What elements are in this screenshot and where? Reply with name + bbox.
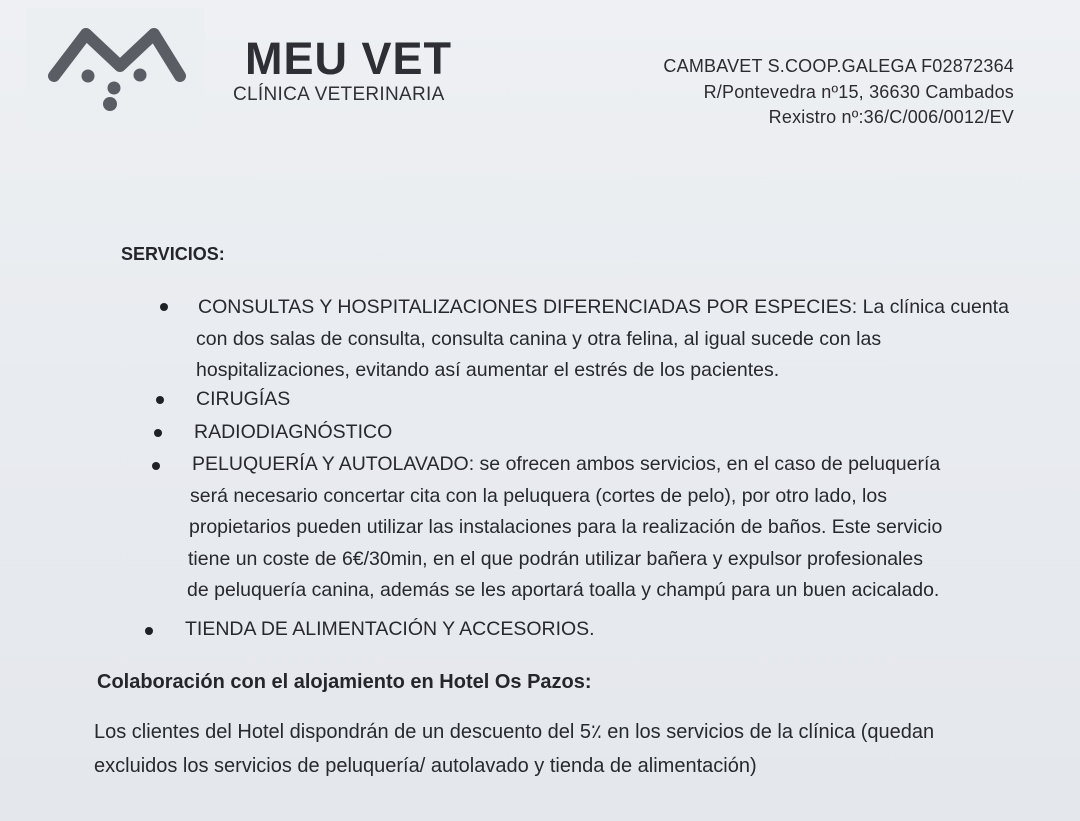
service-item-peluqueria xyxy=(187,449,943,607)
company-line-address: R/Pontevedra nº15, 36630 Cambados xyxy=(703,81,1014,102)
company-line-registry: Rexistro nº:36/C/006/0012/EV xyxy=(768,107,1014,127)
paw-mountain-logo-icon xyxy=(48,18,188,113)
company-line-name: CAMBAVET S.COOP.GALEGA F02872364 xyxy=(663,56,1014,76)
collaboration-title: Colaboración con el alojamiento en Hotel Os Pazos: xyxy=(97,671,592,693)
service-line: propietarios pueden utilizar las instalaciones para la realización de baños. Este servicio xyxy=(189,516,943,538)
company-info xyxy=(663,54,1014,131)
brand-subtitle: CLÍNICA VETERINARIA xyxy=(233,84,445,105)
bullet-icon xyxy=(160,303,168,311)
service-line: RADIODIAGNÓSTICO xyxy=(194,421,393,443)
bullet-icon xyxy=(156,396,164,404)
service-line: de peluquería canina, además se les aportará toalla y champú para un buen acicalado. xyxy=(187,579,940,601)
service-line: PELUQUERÍA Y AUTOLAVADO: se ofrecen ambos servicios, en el caso de peluquería xyxy=(192,453,941,475)
service-item-consultas xyxy=(198,292,1009,387)
service-line: CONSULTAS Y HOSPITALIZACIONES DIFERENCIADAS POR ESPECIES: La clínica cuenta xyxy=(198,296,1009,318)
bullet-icon xyxy=(154,429,162,437)
service-line: con dos salas de consulta, consulta canina y otra felina, al igual sucede con las xyxy=(196,327,882,350)
collaboration-body xyxy=(94,715,934,783)
service-item-cirugias xyxy=(196,384,290,416)
service-line: será necesario concertar cita con la peluquera (cortes de pelo), por otro lado, los xyxy=(190,484,887,507)
service-item-radiodiagnostico xyxy=(194,417,392,449)
service-line: tiene un coste de 6€/30min, en el que podrán utilizar bañera y expulsor profesionales xyxy=(188,547,923,570)
service-line: hospitalizaciones, evitando así aumentar el estrés de los pacientes. xyxy=(196,359,780,381)
collaboration-line: Los clientes del Hotel dispondrán de un descuento del 5٪ en los servicios de la clínica (quedan xyxy=(94,721,935,743)
service-line: CIRUGÍAS xyxy=(196,388,291,410)
service-item-tienda xyxy=(185,614,595,646)
logo xyxy=(26,8,204,132)
services-title: SERVICIOS: xyxy=(121,244,225,264)
brand-name: MEU VET xyxy=(245,33,453,84)
bullet-icon xyxy=(152,462,160,470)
bullet-icon xyxy=(145,627,153,635)
collaboration-line: excluidos los servicios de peluquería/ autolavado y tienda de alimentación) xyxy=(94,755,757,777)
service-line: TIENDA DE ALIMENTACIÓN Y ACCESORIOS. xyxy=(185,618,595,640)
